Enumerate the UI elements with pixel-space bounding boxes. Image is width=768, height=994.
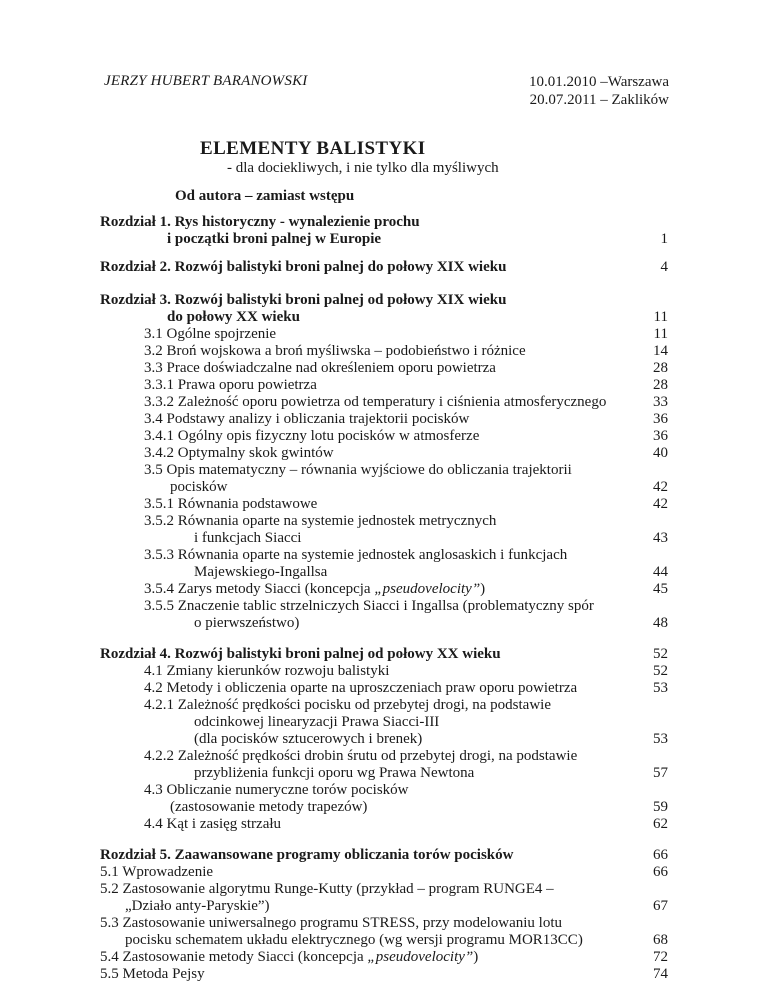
toc-section-title-end: ) xyxy=(473,949,479,965)
date-place-block xyxy=(529,73,669,109)
toc-section-cont xyxy=(100,765,668,782)
toc-section-title: 4.2.2 Zależność prędkości drobin śrutu od przebytej drogi, na podstawie xyxy=(144,748,578,764)
toc-section-title: 4.1 Zmiany kierunków rozwoju balistyki xyxy=(144,663,390,679)
toc-page-number: 74 xyxy=(653,966,668,982)
toc-section xyxy=(100,513,668,530)
preface-heading: Od autora – zamiast wstępu xyxy=(175,188,355,204)
toc-section-cont xyxy=(100,714,668,731)
toc-section xyxy=(100,680,668,697)
toc-page-number: 45 xyxy=(653,581,668,597)
author-name: JERZY HUBERT BARANOWSKI xyxy=(104,73,308,89)
toc-page-number: 52 xyxy=(653,646,668,662)
toc-section-title: 4.3 Obliczanie numeryczne torów pocisków xyxy=(144,782,409,798)
toc-page-number: 28 xyxy=(653,360,668,376)
toc-section-title: 3.5 Opis matematyczny – równania wyjściowe do obliczania trajektorii xyxy=(144,462,572,478)
toc-section xyxy=(100,915,668,932)
toc-section-cont xyxy=(100,615,668,632)
toc-section xyxy=(100,598,668,615)
toc-section-title: 3.5.1 Równania podstawowe xyxy=(144,496,318,512)
toc-page-number: 42 xyxy=(653,496,668,512)
toc-section-title-cont: o pierwszeństwo) xyxy=(194,615,300,631)
toc-section-title: 3.4 Podstawy analizy i obliczania trajektorii pocisków xyxy=(144,411,470,427)
toc-section-title: 3.5.2 Równania oparte na systemie jednostek metrycznych xyxy=(144,513,497,529)
toc-page-number: 33 xyxy=(653,394,668,410)
toc-chapter-3-cont xyxy=(100,309,668,326)
toc-section xyxy=(100,428,668,445)
toc-page-number: 4 xyxy=(660,259,668,275)
date-line-2: 20.07.2011 – Zaklików xyxy=(529,92,669,108)
toc-section xyxy=(100,663,668,680)
toc-section-cont xyxy=(100,530,668,547)
toc-section-title: 5.4 Zastosowanie metody Siacci (koncepcja xyxy=(100,949,368,965)
toc-section xyxy=(100,411,668,428)
toc-page-number: 1 xyxy=(660,231,668,247)
toc-page-number: 28 xyxy=(653,377,668,393)
toc-section xyxy=(100,864,668,881)
toc-chapter-1-cont xyxy=(100,231,668,248)
toc-section-title: 3.5.3 Równania oparte na systemie jednostek anglosaskich i funkcjach xyxy=(144,547,568,563)
toc-section xyxy=(100,949,668,966)
toc-section xyxy=(100,394,668,411)
document-title: ELEMENTY BALISTYKI xyxy=(200,138,426,159)
toc-page-number: 53 xyxy=(653,680,668,696)
toc-section-cont xyxy=(100,731,668,748)
toc-section-title-cont: (dla pocisków sztucerowych i brenek) xyxy=(194,731,423,747)
toc-page-number: 43 xyxy=(653,530,668,546)
toc-section-title: 5.5 Metoda Pejsy xyxy=(100,966,205,982)
toc-page-number: 66 xyxy=(653,864,668,880)
toc-chapter-3 xyxy=(100,292,668,309)
toc-section-title: 3.4.2 Optymalny skok gwintów xyxy=(144,445,334,461)
toc-section xyxy=(100,445,668,462)
toc-page-number: 14 xyxy=(653,343,668,359)
toc-section-title-italic: „pseudovelocity” xyxy=(374,581,481,597)
date-line-1: 10.01.2010 –Warszawa xyxy=(528,74,669,90)
table-of-contents xyxy=(100,214,668,983)
toc-page-number: 40 xyxy=(653,445,668,461)
toc-chapter-1 xyxy=(100,214,668,231)
toc-page-number: 11 xyxy=(653,326,668,342)
toc-chapter-title-cont: do połowy XX wieku xyxy=(167,309,300,325)
toc-chapter-title: Rozdział 4. Rozwój balistyki broni palnej od połowy XX wieku xyxy=(100,646,501,662)
toc-section-title: 4.2 Metody i obliczenia oparte na uproszczeniach praw oporu powietrza xyxy=(144,680,578,696)
toc-section-title: 3.2 Broń wojskowa a broń myśliwska – podobieństwo i różnice xyxy=(144,343,526,359)
toc-page-number: 68 xyxy=(653,932,668,948)
toc-section xyxy=(100,697,668,714)
toc-page-number: 72 xyxy=(653,949,668,965)
toc-chapter-title-cont: i początki broni palnej w Europie xyxy=(167,231,382,247)
toc-section-title: 4.2.1 Zależność prędkości pocisku od przebytej drogi, na podstawie xyxy=(144,697,551,713)
toc-section-title: 3.5.5 Znaczenie tablic strzelniczych Siacci i Ingallsa (problematyczny spór xyxy=(144,598,594,614)
toc-page-number: 36 xyxy=(653,428,668,444)
toc-section xyxy=(100,343,668,360)
toc-section-title-cont: pocisków xyxy=(170,479,228,495)
toc-section-cont xyxy=(100,479,668,496)
toc-section-title: 4.4 Kąt i zasięg strzału xyxy=(144,816,282,832)
toc-section-title-cont: „Działo anty-Paryskie”) xyxy=(125,898,270,914)
toc-page-number: 52 xyxy=(653,663,668,679)
toc-chapter-4 xyxy=(100,646,668,663)
toc-section xyxy=(100,326,668,343)
toc-chapter-title: Rozdział 2. Rozwój balistyki broni palnej do połowy XIX wieku xyxy=(100,259,507,275)
document-subtitle: - dla dociekliwych, i nie tylko dla myśliwych xyxy=(227,160,499,176)
toc-section xyxy=(100,816,668,833)
toc-section xyxy=(100,462,668,479)
toc-section-title: 3.3.1 Prawa oporu powietrza xyxy=(144,377,317,393)
toc-chapter-2 xyxy=(100,259,668,276)
toc-page-number: 62 xyxy=(653,816,668,832)
toc-section xyxy=(100,782,668,799)
toc-chapter-title: Rozdział 5. Zaawansowane programy obliczania torów pocisków xyxy=(100,847,514,863)
toc-chapter-5 xyxy=(100,847,668,864)
toc-section xyxy=(100,496,668,513)
toc-section xyxy=(100,748,668,765)
toc-section-title-cont: i funkcjach Siacci xyxy=(194,530,302,546)
toc-section-title: 5.1 Wprowadzenie xyxy=(100,864,214,880)
toc-section xyxy=(100,581,668,598)
toc-section-cont xyxy=(100,932,668,949)
toc-page-number: 53 xyxy=(653,731,668,747)
toc-section-cont xyxy=(100,799,668,816)
toc-section-title: 3.3 Prace doświadczalne nad określeniem oporu powietrza xyxy=(144,360,496,376)
toc-chapter-title: Rozdział 1. Rys historyczny - wynalezienie prochu xyxy=(100,214,420,230)
toc-page-number: 67 xyxy=(653,898,668,914)
toc-section xyxy=(100,881,668,898)
toc-page-number: 57 xyxy=(653,765,668,781)
toc-section-title-cont: pocisku schematem układu elektrycznego (wg wersji programu MOR13CC) xyxy=(125,932,583,948)
toc-page-number: 42 xyxy=(653,479,668,495)
toc-section xyxy=(100,547,668,564)
toc-page-number: 36 xyxy=(653,411,668,427)
toc-section-title-cont: (zastosowanie metody trapezów) xyxy=(170,799,368,815)
toc-section-title-italic: „pseudovelocity” xyxy=(367,949,474,965)
toc-section-cont xyxy=(100,564,668,581)
toc-section-title: 3.1 Ogólne spojrzenie xyxy=(144,326,277,342)
toc-section-cont xyxy=(100,898,668,915)
toc-section-title-cont: odcinkowej linearyzacji Prawa Siacci-III xyxy=(194,714,440,730)
toc-section-title: 5.2 Zastosowanie algorytmu Runge-Kutty (przykład – program RUNGE4 – xyxy=(100,881,554,897)
toc-section-title: 5.3 Zastosowanie uniwersalnego programu STRESS, przy modelowaniu lotu xyxy=(100,915,563,931)
toc-section-title: 3.4.1 Ogólny opis fizyczny lotu pocisków w atmosferze xyxy=(144,428,480,444)
toc-section xyxy=(100,966,668,983)
toc-section-title-end: ) xyxy=(480,581,486,597)
toc-page-number: 48 xyxy=(653,615,668,631)
toc-page-number: 11 xyxy=(653,309,668,325)
toc-page-number: 66 xyxy=(653,847,668,863)
toc-section-title: 3.3.2 Zależność oporu powietrza od temperatury i ciśnienia atmosferycznego xyxy=(144,394,607,410)
toc-page-number: 44 xyxy=(653,564,668,580)
toc-section-title: 3.5.4 Zarys metody Siacci (koncepcja xyxy=(144,581,375,597)
toc-section-title-cont: przybliżenia funkcji oporu wg Prawa Newtona xyxy=(194,765,475,781)
toc-section xyxy=(100,377,668,394)
toc-page-number: 59 xyxy=(653,799,668,815)
toc-section-title-cont: Majewskiego-Ingallsa xyxy=(194,564,328,580)
toc-section xyxy=(100,360,668,377)
toc-chapter-title: Rozdział 3. Rozwój balistyki broni palnej od połowy XIX wieku xyxy=(100,292,507,308)
